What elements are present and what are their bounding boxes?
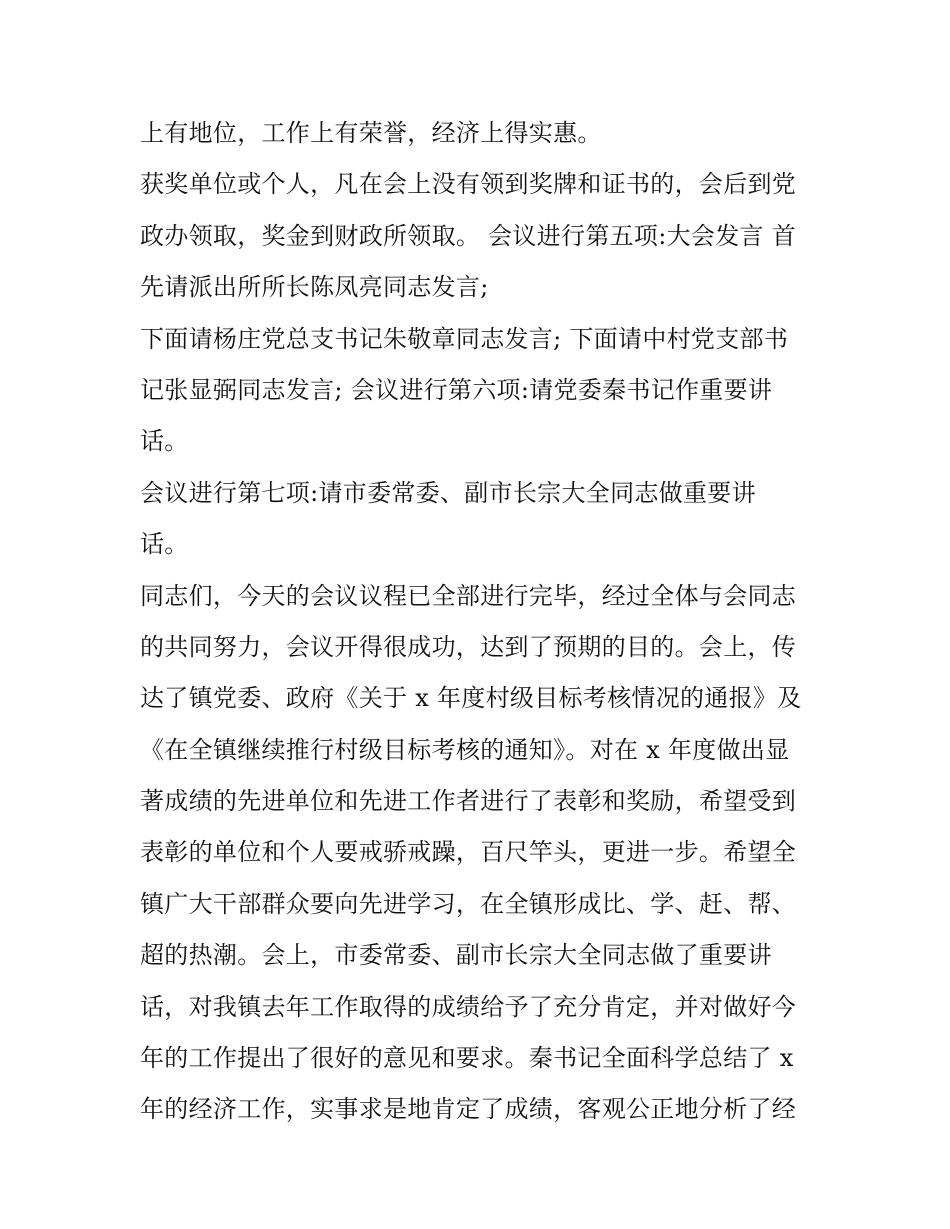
text-line: 超的热潮。会上，市委常委、副市长宗大全同志做了重要讲 [140, 941, 772, 970]
text-line: 话，对我镇去年工作取得的成绩给予了充分肯定，并对做好今 [140, 992, 797, 1021]
text-line: 话。 [140, 530, 189, 559]
text-line: 《在全镇继续推行村级目标考核的通知》。对在 x 年度做出显 [140, 735, 790, 764]
text-line: 上有地位，工作上有荣誉，经济上得实惠。 [140, 119, 602, 147]
text-line: 表彰的单位和个人要戒骄戒躁，百尺竿头，更进一步。希望全 [140, 838, 797, 867]
document-body [140, 108, 820, 1136]
text-line: 先请派出所所长陈凤亮同志发言; [140, 273, 489, 302]
text-line: 的共同努力，会议开得很成功，达到了预期的目的。会上，传 [140, 632, 797, 661]
text-line: 获奖单位或个人，凡在会上没有领到奖牌和证书的，会后到党 [140, 170, 797, 199]
text-line: 记张显弼同志发言; 会议进行第六项:请党委秦书记作重要讲 [140, 375, 773, 404]
text-line: 话。 [140, 427, 189, 456]
text-line: 年的经济工作，实事求是地肯定了成绩，客观公正地分析了经 [140, 1095, 797, 1124]
text-line: 镇广大干部群众要向先进学习，在全镇形成比、学、赶、帮、 [140, 889, 797, 918]
text-line: 年的工作提出了很好的意见和要求。秦书记全面科学总结了 x [140, 1044, 794, 1073]
text-line: 同志们，今天的会议议程已全部进行完毕，经过全体与会同志 [140, 581, 797, 610]
text-line: 会议进行第七项:请市委常委、副市长宗大全同志做重要讲 [140, 478, 756, 507]
text-line: 达了镇党委、政府《关于 x 年度村级目标考核情况的通报》及 [140, 684, 802, 713]
text-line: 政办领取，奖金到财政所领取。 会议进行第五项:大会发言 首 [140, 221, 797, 250]
text-line: 著成绩的先进单位和先进工作者进行了表彰和奖励，希望受到 [140, 787, 797, 816]
text-line: 下面请杨庄党总支书记朱敬章同志发言; 下面请中村党支部书 [140, 324, 789, 353]
